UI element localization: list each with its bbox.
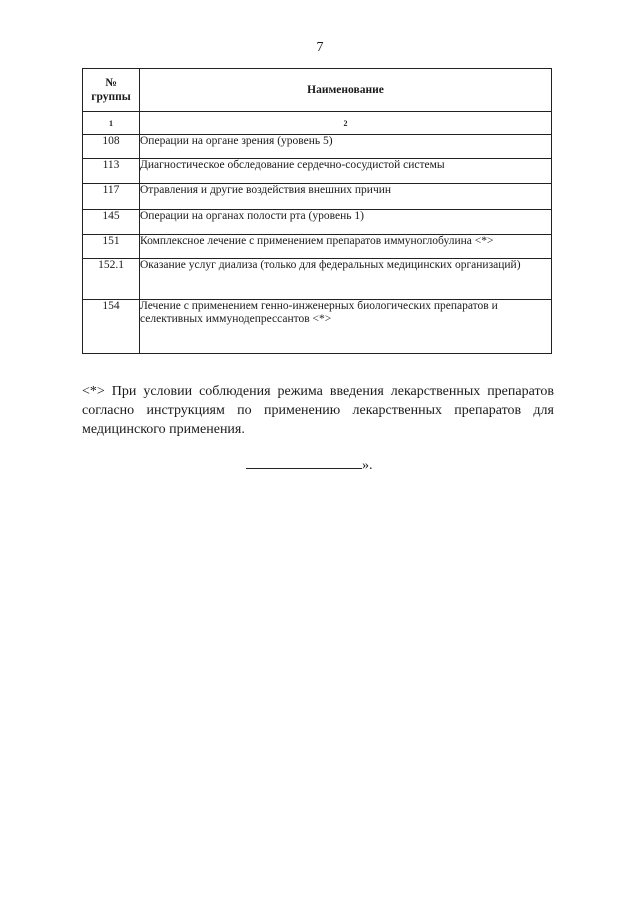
table-row bbox=[83, 300, 552, 354]
table-row bbox=[83, 210, 552, 235]
groups-table bbox=[82, 68, 552, 354]
group-name-cell: Отравления и другие воздействия внешних причин bbox=[140, 184, 552, 210]
table-index-row bbox=[83, 112, 552, 135]
table-row bbox=[83, 135, 552, 159]
header-group-number bbox=[83, 69, 140, 112]
group-number-cell: 152.1 bbox=[83, 259, 140, 300]
group-name-cell: Диагностическое обследование сердечно-сосудистой системы bbox=[140, 159, 552, 184]
header-group-word: группы bbox=[91, 91, 131, 103]
group-number-cell: 154 bbox=[83, 300, 140, 354]
group-number-cell: 117 bbox=[83, 184, 140, 210]
group-name-cell: Операции на органе зрения (уровень 5) bbox=[140, 135, 552, 159]
header-number-sign: № bbox=[105, 77, 117, 89]
index-num-cell: 1 bbox=[83, 112, 140, 135]
table-row bbox=[83, 159, 552, 184]
table-row bbox=[83, 235, 552, 259]
footnote: <*> При условии соблюдения режима введения лекарственных препаратов согласно инструкциям по применению лекарственных препаратов для медицинского применения. bbox=[82, 384, 554, 437]
table-row bbox=[83, 184, 552, 210]
group-name-cell: Оказание услуг диализа (только для федеральных медицинских организаций) bbox=[140, 259, 552, 300]
group-number-cell: 151 bbox=[83, 235, 140, 259]
closing-line bbox=[246, 456, 373, 474]
group-name-cell: Операции на органах полости рта (уровень 1) bbox=[140, 210, 552, 235]
closing-quote: ». bbox=[362, 458, 373, 473]
table-row bbox=[83, 259, 552, 300]
page-number: 7 bbox=[316, 40, 324, 55]
group-name-cell: Комплексное лечение с применением препаратов иммуноглобулина <*> bbox=[140, 235, 552, 259]
table-header-row bbox=[83, 69, 552, 112]
header-name: Наименование bbox=[140, 69, 552, 112]
group-number-cell: 145 bbox=[83, 210, 140, 235]
group-number-cell: 113 bbox=[83, 159, 140, 184]
index-name-cell: 2 bbox=[140, 112, 552, 135]
group-name-cell: Лечение с применением генно-инженерных биологических препаратов и селективных иммунодепрессантов <*> bbox=[140, 300, 552, 354]
group-number-cell: 108 bbox=[83, 135, 140, 159]
signature-underline bbox=[246, 456, 362, 469]
